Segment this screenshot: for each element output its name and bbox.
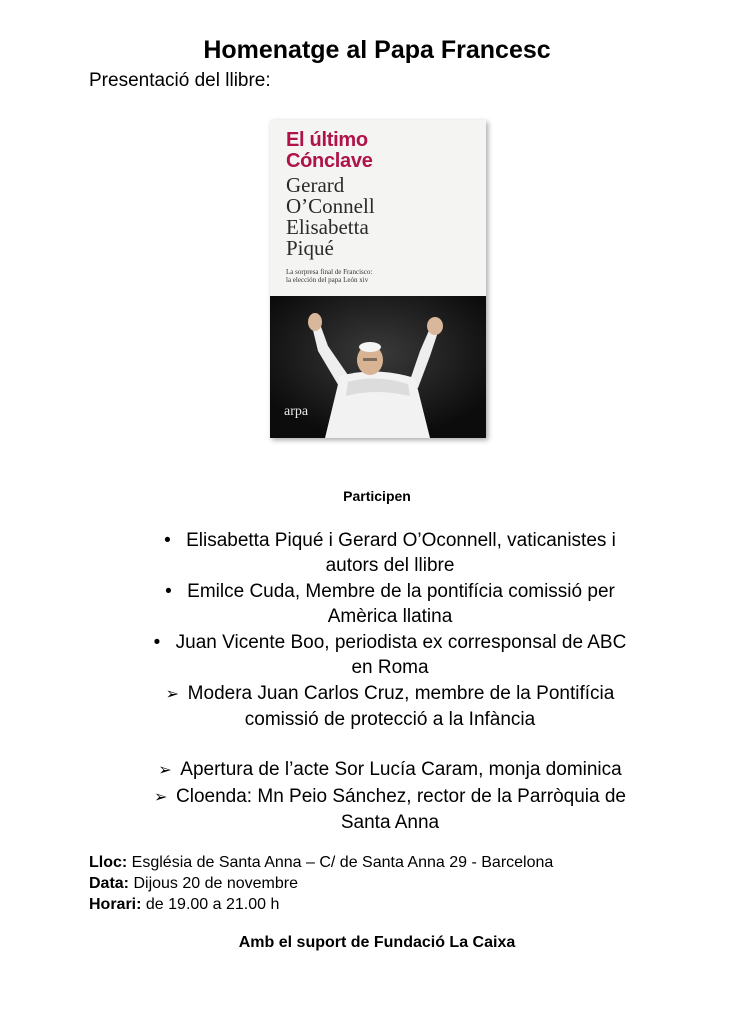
event-date-value: Dijous 20 de novembre [129,875,298,892]
bullet-marker: • [164,530,171,551]
list-item-text: Amèrica llatina [327,606,453,627]
event-time-value: de 19.00 a 21.00 h [141,896,280,913]
bullet-marker: • [165,581,172,602]
sponsor-note: Amb el suport de Fundació La Caixa [238,934,516,951]
arrow-marker-icon: ➢ [165,686,180,703]
list-spacer [110,733,670,757]
arrow-marker-icon: ➢ [154,789,168,806]
event-place-label: Lloc: [89,854,128,871]
list-item [110,757,670,783]
list-item-text: Apertura de l’acte Sor Lucía Caram, monja dominica [180,759,622,780]
list-item-text: autors del llibre [325,555,455,576]
participants-list [110,528,670,836]
book-title-line: El último [286,129,368,151]
list-item-text: en Roma [351,657,429,678]
list-item-text: Juan Vicente Boo, periodista ex corresponsal de ABC [175,632,627,653]
book-title-line: Cónclave [286,150,373,172]
book-author-line: Piqué [286,236,334,260]
book-author-line: Elisabetta [286,215,369,239]
page-title: Homenatge al Papa Francesc [203,36,551,64]
page-subtitle: Presentació del llibre: [89,70,271,91]
event-time-label: Horari: [89,896,142,913]
event-place-value: Església de Santa Anna – C/ de Santa Anna 29 - Barcelona [127,854,554,871]
list-item [110,630,670,680]
book-author-line: Gerard [286,173,345,197]
list-item [110,681,670,732]
book-tagline-line: La sorpresa final de Francisco: [286,268,373,276]
book-title [286,130,373,172]
event-date [89,873,553,894]
event-date-label: Data: [89,875,130,892]
arrow-marker-icon: ➢ [158,762,172,779]
list-item [110,579,670,629]
participants-heading: Participen [343,488,411,504]
list-item [110,528,670,578]
list-item-text: Cloenda: Mn Peio Sánchez, rector de la Parròquia de [176,786,626,807]
list-item [110,784,670,835]
book-tagline [286,268,436,284]
list-item-text: Elisabetta Piqué i Gerard O’Oconnell, vaticanistes i [186,530,616,551]
book-cover-image [270,120,486,438]
book-cover-photo [270,296,486,438]
book-publisher: arpa [284,404,309,419]
list-item-text: Emilce Cuda, Membre de la pontifícia comissió per [187,581,615,602]
event-details [89,852,553,915]
list-item-text: comissió de protecció a la Infància [244,709,536,730]
bullet-marker: • [153,632,161,653]
book-tagline-line: la elección del papa León xiv [286,276,369,284]
book-cover-top [270,120,486,296]
book-authors [286,175,375,259]
list-item-text: Santa Anna [340,812,440,833]
book-author-line: O’Connell [286,194,375,218]
list-item-text: Modera Juan Carlos Cruz, membre de la Pontifícia [187,683,615,704]
event-time [89,894,553,915]
event-place [89,852,553,873]
